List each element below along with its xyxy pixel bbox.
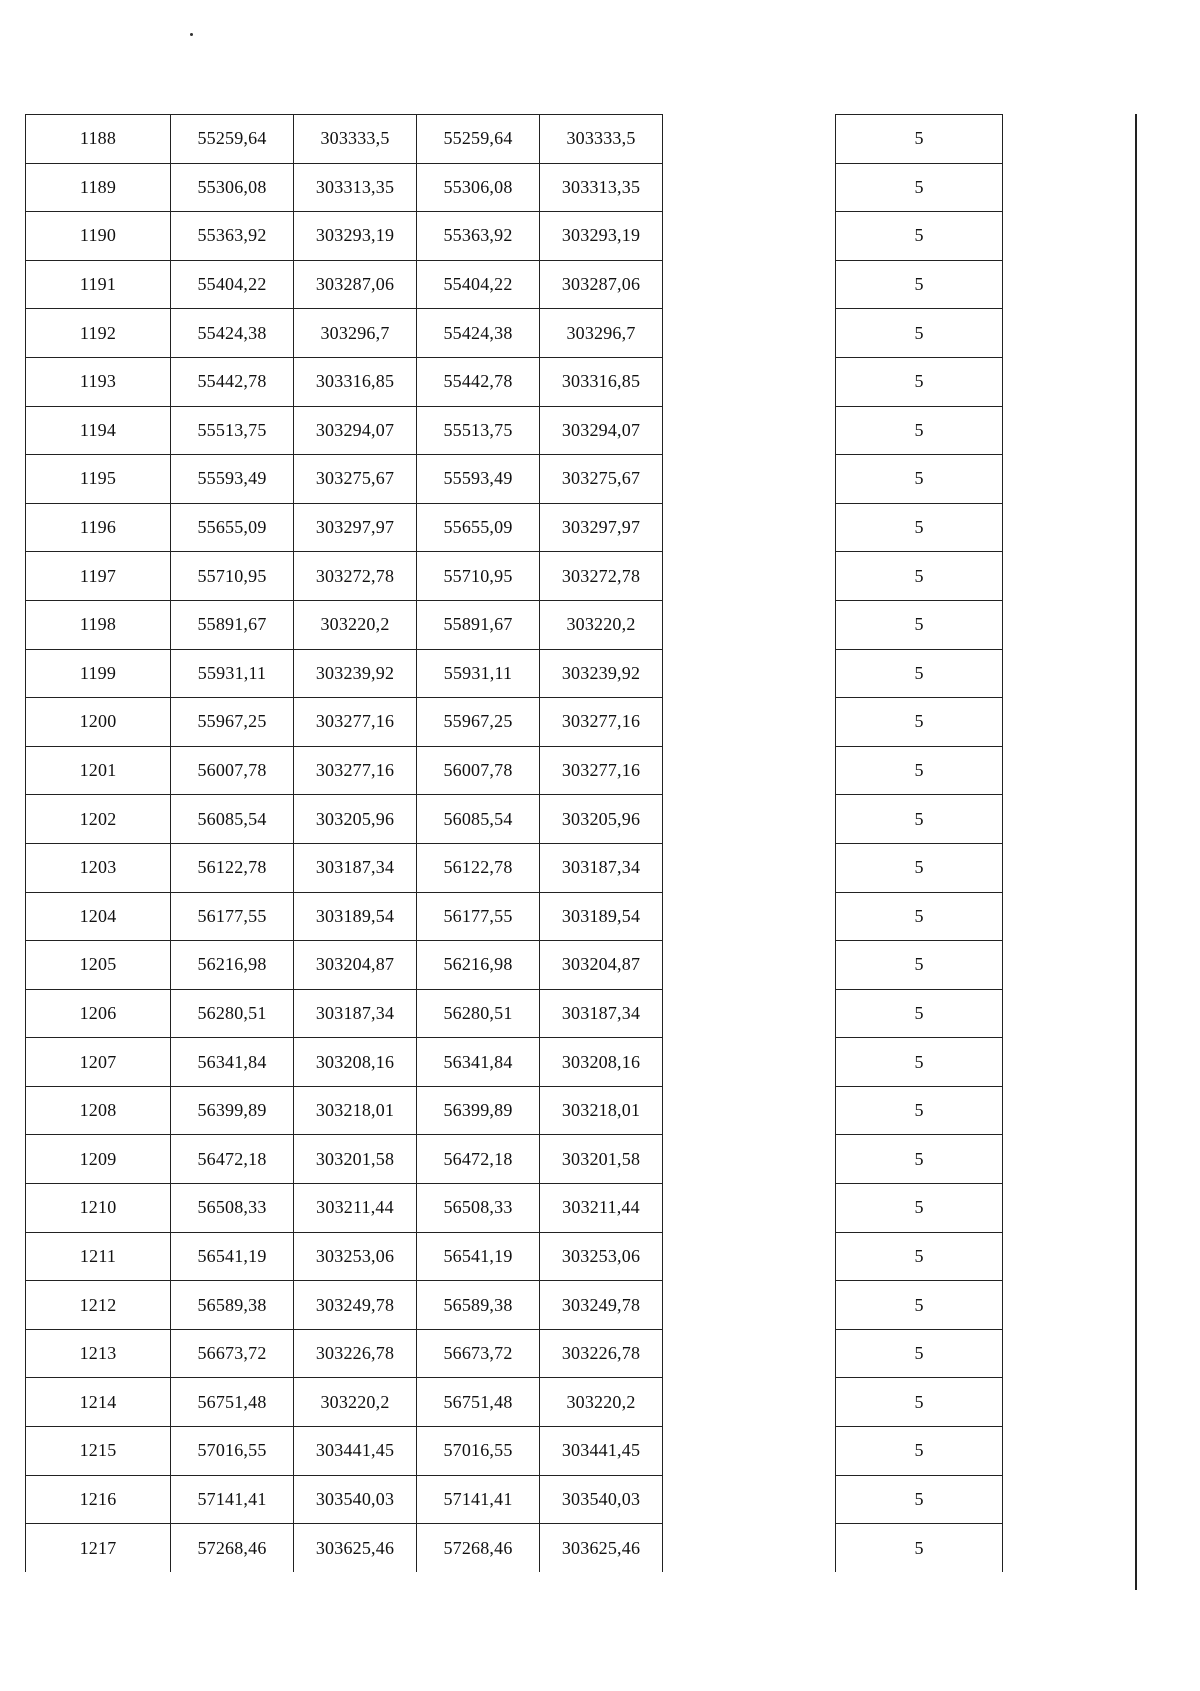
- table-row: [26, 1135, 663, 1184]
- table-row: [836, 1086, 1003, 1135]
- x-coordinate-cell: 57141,41: [171, 1475, 294, 1524]
- table-row: [26, 406, 663, 455]
- x-coordinate-cell: 55259,64: [171, 115, 294, 164]
- table-row: [26, 309, 663, 358]
- value-cell: 5: [836, 503, 1003, 552]
- y-coordinate-cell: 303293,19: [294, 212, 417, 261]
- table-row: [836, 503, 1003, 552]
- table-row: [26, 115, 663, 164]
- y-coordinate-cell: 303253,06: [540, 1232, 663, 1281]
- x-coordinate-cell: 56673,72: [171, 1329, 294, 1378]
- y-coordinate-cell: 303201,58: [540, 1135, 663, 1184]
- table-row: [26, 1086, 663, 1135]
- x-coordinate-cell: 56541,19: [417, 1232, 540, 1281]
- table-row: [26, 989, 663, 1038]
- value-cell: 5: [836, 455, 1003, 504]
- y-coordinate-cell: 303220,2: [294, 600, 417, 649]
- y-coordinate-cell: 303204,87: [540, 941, 663, 990]
- y-coordinate-cell: 303249,78: [294, 1281, 417, 1330]
- value-cell: 5: [836, 552, 1003, 601]
- table-row: [836, 1378, 1003, 1427]
- table-row: [836, 357, 1003, 406]
- y-coordinate-cell: 303277,16: [294, 698, 417, 747]
- table-row: [26, 1524, 663, 1572]
- table-row: [836, 212, 1003, 261]
- point-number-cell: 1211: [26, 1232, 171, 1281]
- table-row: [836, 843, 1003, 892]
- value-table: [835, 114, 1003, 1572]
- table-row: [26, 892, 663, 941]
- point-number-cell: 1191: [26, 260, 171, 309]
- x-coordinate-cell: 57268,46: [171, 1524, 294, 1572]
- x-coordinate-cell: 55710,95: [417, 552, 540, 601]
- y-coordinate-cell: 303239,92: [540, 649, 663, 698]
- table-row: [836, 1427, 1003, 1476]
- point-number-cell: 1189: [26, 163, 171, 212]
- y-coordinate-cell: 303253,06: [294, 1232, 417, 1281]
- x-coordinate-cell: 56007,78: [417, 746, 540, 795]
- table-row: [836, 941, 1003, 990]
- x-coordinate-cell: 55513,75: [417, 406, 540, 455]
- x-coordinate-cell: 56085,54: [171, 795, 294, 844]
- table-row: [836, 746, 1003, 795]
- y-coordinate-cell: 303287,06: [540, 260, 663, 309]
- x-coordinate-cell: 56341,84: [171, 1038, 294, 1087]
- x-coordinate-cell: 55442,78: [171, 357, 294, 406]
- table-row: [836, 1281, 1003, 1330]
- x-coordinate-cell: 55404,22: [171, 260, 294, 309]
- value-cell: 5: [836, 115, 1003, 164]
- y-coordinate-cell: 303294,07: [540, 406, 663, 455]
- x-coordinate-cell: 56280,51: [417, 989, 540, 1038]
- x-coordinate-cell: 55593,49: [417, 455, 540, 504]
- table-row: [26, 260, 663, 309]
- point-number-cell: 1204: [26, 892, 171, 941]
- x-coordinate-cell: 55655,09: [417, 503, 540, 552]
- table-row: [26, 843, 663, 892]
- y-coordinate-cell: 303625,46: [294, 1524, 417, 1572]
- x-coordinate-cell: 57016,55: [417, 1427, 540, 1476]
- y-coordinate-cell: 303316,85: [540, 357, 663, 406]
- table-row: [836, 455, 1003, 504]
- value-cell: 5: [836, 1038, 1003, 1087]
- x-coordinate-cell: 55306,08: [417, 163, 540, 212]
- y-coordinate-cell: 303211,44: [294, 1184, 417, 1233]
- table-row: [836, 989, 1003, 1038]
- y-coordinate-cell: 303441,45: [540, 1427, 663, 1476]
- value-cell: 5: [836, 600, 1003, 649]
- table-row: [836, 1184, 1003, 1233]
- table-row: [26, 552, 663, 601]
- point-number-cell: 1217: [26, 1524, 171, 1572]
- value-cell: 5: [836, 1427, 1003, 1476]
- x-coordinate-cell: 56589,38: [171, 1281, 294, 1330]
- table-row: [836, 552, 1003, 601]
- point-number-cell: 1193: [26, 357, 171, 406]
- x-coordinate-cell: 56122,78: [171, 843, 294, 892]
- x-coordinate-cell: 55931,11: [171, 649, 294, 698]
- y-coordinate-cell: 303226,78: [540, 1329, 663, 1378]
- y-coordinate-cell: 303187,34: [540, 843, 663, 892]
- y-coordinate-cell: 303187,34: [540, 989, 663, 1038]
- y-coordinate-cell: 303540,03: [540, 1475, 663, 1524]
- table-row: [26, 1475, 663, 1524]
- x-coordinate-cell: 56751,48: [417, 1378, 540, 1427]
- value-cell: 5: [836, 212, 1003, 261]
- table-row: [836, 115, 1003, 164]
- table-row: [26, 163, 663, 212]
- x-coordinate-cell: 55424,38: [417, 309, 540, 358]
- value-cell: 5: [836, 989, 1003, 1038]
- point-number-cell: 1195: [26, 455, 171, 504]
- value-cell: 5: [836, 649, 1003, 698]
- point-number-cell: 1210: [26, 1184, 171, 1233]
- x-coordinate-cell: 56341,84: [417, 1038, 540, 1087]
- table-row: [836, 260, 1003, 309]
- table-row: [26, 1038, 663, 1087]
- point-number-cell: 1200: [26, 698, 171, 747]
- table-row: [836, 1232, 1003, 1281]
- table-row: [26, 795, 663, 844]
- table-row: [836, 1329, 1003, 1378]
- y-coordinate-cell: 303220,2: [540, 600, 663, 649]
- value-cell: 5: [836, 892, 1003, 941]
- y-coordinate-cell: 303275,67: [540, 455, 663, 504]
- table-row: [836, 795, 1003, 844]
- y-coordinate-cell: 303297,97: [294, 503, 417, 552]
- y-coordinate-cell: 303293,19: [540, 212, 663, 261]
- value-cell: 5: [836, 309, 1003, 358]
- y-coordinate-cell: 303205,96: [294, 795, 417, 844]
- x-coordinate-cell: 55513,75: [171, 406, 294, 455]
- y-coordinate-cell: 303201,58: [294, 1135, 417, 1184]
- point-number-cell: 1201: [26, 746, 171, 795]
- value-cell: 5: [836, 746, 1003, 795]
- table-row: [26, 1427, 663, 1476]
- x-coordinate-cell: 57016,55: [171, 1427, 294, 1476]
- value-cell: 5: [836, 843, 1003, 892]
- y-coordinate-cell: 303218,01: [540, 1086, 663, 1135]
- table-row: [836, 1135, 1003, 1184]
- x-coordinate-cell: 55593,49: [171, 455, 294, 504]
- table-row: [26, 455, 663, 504]
- coordinates-table: [25, 114, 663, 1572]
- table-row: [26, 941, 663, 990]
- y-coordinate-cell: 303211,44: [540, 1184, 663, 1233]
- point-number-cell: 1188: [26, 115, 171, 164]
- y-coordinate-cell: 303540,03: [294, 1475, 417, 1524]
- y-coordinate-cell: 303277,16: [540, 698, 663, 747]
- table-row: [26, 1378, 663, 1427]
- x-coordinate-cell: 56280,51: [171, 989, 294, 1038]
- scan-speck: [190, 33, 193, 36]
- x-coordinate-cell: 57141,41: [417, 1475, 540, 1524]
- y-coordinate-cell: 303313,35: [294, 163, 417, 212]
- y-coordinate-cell: 303625,46: [540, 1524, 663, 1572]
- table-row: [26, 357, 663, 406]
- x-coordinate-cell: 55363,92: [171, 212, 294, 261]
- x-coordinate-cell: 55363,92: [417, 212, 540, 261]
- y-coordinate-cell: 303218,01: [294, 1086, 417, 1135]
- x-coordinate-cell: 55891,67: [417, 600, 540, 649]
- y-coordinate-cell: 303287,06: [294, 260, 417, 309]
- x-coordinate-cell: 56472,18: [417, 1135, 540, 1184]
- x-coordinate-cell: 56177,55: [417, 892, 540, 941]
- value-cell: 5: [836, 1135, 1003, 1184]
- table-row: [26, 1329, 663, 1378]
- value-cell: 5: [836, 1378, 1003, 1427]
- point-number-cell: 1205: [26, 941, 171, 990]
- x-coordinate-cell: 56673,72: [417, 1329, 540, 1378]
- y-coordinate-cell: 303189,54: [294, 892, 417, 941]
- x-coordinate-cell: 56085,54: [417, 795, 540, 844]
- x-coordinate-cell: 56508,33: [417, 1184, 540, 1233]
- y-coordinate-cell: 303294,07: [294, 406, 417, 455]
- y-coordinate-cell: 303441,45: [294, 1427, 417, 1476]
- x-coordinate-cell: 55967,25: [417, 698, 540, 747]
- table-row: [26, 649, 663, 698]
- table-row: [26, 1281, 663, 1330]
- x-coordinate-cell: 56589,38: [417, 1281, 540, 1330]
- point-number-cell: 1214: [26, 1378, 171, 1427]
- point-number-cell: 1207: [26, 1038, 171, 1087]
- y-coordinate-cell: 303296,7: [540, 309, 663, 358]
- y-coordinate-cell: 303220,2: [540, 1378, 663, 1427]
- y-coordinate-cell: 303277,16: [540, 746, 663, 795]
- point-number-cell: 1213: [26, 1329, 171, 1378]
- x-coordinate-cell: 56216,98: [417, 941, 540, 990]
- x-coordinate-cell: 55967,25: [171, 698, 294, 747]
- x-coordinate-cell: 56122,78: [417, 843, 540, 892]
- x-coordinate-cell: 56177,55: [171, 892, 294, 941]
- x-coordinate-cell: 56399,89: [171, 1086, 294, 1135]
- point-number-cell: 1202: [26, 795, 171, 844]
- value-cell: 5: [836, 795, 1003, 844]
- value-cell: 5: [836, 1232, 1003, 1281]
- x-coordinate-cell: 55404,22: [417, 260, 540, 309]
- point-number-cell: 1197: [26, 552, 171, 601]
- x-coordinate-cell: 55655,09: [171, 503, 294, 552]
- x-coordinate-cell: 55710,95: [171, 552, 294, 601]
- table-row: [26, 698, 663, 747]
- y-coordinate-cell: 303204,87: [294, 941, 417, 990]
- y-coordinate-cell: 303208,16: [294, 1038, 417, 1087]
- point-number-cell: 1209: [26, 1135, 171, 1184]
- y-coordinate-cell: 303220,2: [294, 1378, 417, 1427]
- point-number-cell: 1192: [26, 309, 171, 358]
- y-coordinate-cell: 303333,5: [294, 115, 417, 164]
- table-row: [836, 698, 1003, 747]
- value-cell: 5: [836, 406, 1003, 455]
- x-coordinate-cell: 56399,89: [417, 1086, 540, 1135]
- x-coordinate-cell: 56751,48: [171, 1378, 294, 1427]
- table-row: [836, 163, 1003, 212]
- y-coordinate-cell: 303226,78: [294, 1329, 417, 1378]
- table-row: [836, 1475, 1003, 1524]
- value-cell: 5: [836, 1475, 1003, 1524]
- y-coordinate-cell: 303208,16: [540, 1038, 663, 1087]
- y-coordinate-cell: 303189,54: [540, 892, 663, 941]
- point-number-cell: 1190: [26, 212, 171, 261]
- x-coordinate-cell: 55891,67: [171, 600, 294, 649]
- point-number-cell: 1203: [26, 843, 171, 892]
- x-coordinate-cell: 56007,78: [171, 746, 294, 795]
- x-coordinate-cell: 57268,46: [417, 1524, 540, 1572]
- x-coordinate-cell: 55424,38: [171, 309, 294, 358]
- table-row: [836, 406, 1003, 455]
- point-number-cell: 1212: [26, 1281, 171, 1330]
- y-coordinate-cell: 303187,34: [294, 989, 417, 1038]
- table-row: [26, 212, 663, 261]
- x-coordinate-cell: 56541,19: [171, 1232, 294, 1281]
- value-cell: 5: [836, 1086, 1003, 1135]
- table-row: [836, 649, 1003, 698]
- y-coordinate-cell: 303239,92: [294, 649, 417, 698]
- value-cell: 5: [836, 163, 1003, 212]
- y-coordinate-cell: 303333,5: [540, 115, 663, 164]
- x-coordinate-cell: 55931,11: [417, 649, 540, 698]
- x-coordinate-cell: 56508,33: [171, 1184, 294, 1233]
- y-coordinate-cell: 303272,78: [294, 552, 417, 601]
- table-row: [26, 1232, 663, 1281]
- y-coordinate-cell: 303277,16: [294, 746, 417, 795]
- y-coordinate-cell: 303316,85: [294, 357, 417, 406]
- point-number-cell: 1208: [26, 1086, 171, 1135]
- x-coordinate-cell: 55259,64: [417, 115, 540, 164]
- right-border-line: [1135, 114, 1137, 1590]
- x-coordinate-cell: 55306,08: [171, 163, 294, 212]
- point-number-cell: 1199: [26, 649, 171, 698]
- point-number-cell: 1194: [26, 406, 171, 455]
- value-cell: 5: [836, 1184, 1003, 1233]
- value-cell: 5: [836, 1281, 1003, 1330]
- point-number-cell: 1215: [26, 1427, 171, 1476]
- x-coordinate-cell: 56472,18: [171, 1135, 294, 1184]
- table-row: [836, 309, 1003, 358]
- table-row: [26, 600, 663, 649]
- table-row: [26, 746, 663, 795]
- value-cell: 5: [836, 1329, 1003, 1378]
- y-coordinate-cell: 303313,35: [540, 163, 663, 212]
- table-row: [836, 1524, 1003, 1572]
- point-number-cell: 1206: [26, 989, 171, 1038]
- y-coordinate-cell: 303249,78: [540, 1281, 663, 1330]
- y-coordinate-cell: 303205,96: [540, 795, 663, 844]
- coordinates-table-body: [26, 115, 663, 1572]
- x-coordinate-cell: 55442,78: [417, 357, 540, 406]
- table-row: [26, 1184, 663, 1233]
- y-coordinate-cell: 303296,7: [294, 309, 417, 358]
- y-coordinate-cell: 303272,78: [540, 552, 663, 601]
- table-row: [836, 1038, 1003, 1087]
- y-coordinate-cell: 303275,67: [294, 455, 417, 504]
- value-cell: 5: [836, 260, 1003, 309]
- y-coordinate-cell: 303297,97: [540, 503, 663, 552]
- x-coordinate-cell: 56216,98: [171, 941, 294, 990]
- y-coordinate-cell: 303187,34: [294, 843, 417, 892]
- value-table-body: [836, 115, 1003, 1572]
- value-cell: 5: [836, 941, 1003, 990]
- point-number-cell: 1196: [26, 503, 171, 552]
- table-row: [26, 503, 663, 552]
- value-cell: 5: [836, 698, 1003, 747]
- value-cell: 5: [836, 357, 1003, 406]
- point-number-cell: 1198: [26, 600, 171, 649]
- point-number-cell: 1216: [26, 1475, 171, 1524]
- table-row: [836, 892, 1003, 941]
- table-row: [836, 600, 1003, 649]
- value-cell: 5: [836, 1524, 1003, 1572]
